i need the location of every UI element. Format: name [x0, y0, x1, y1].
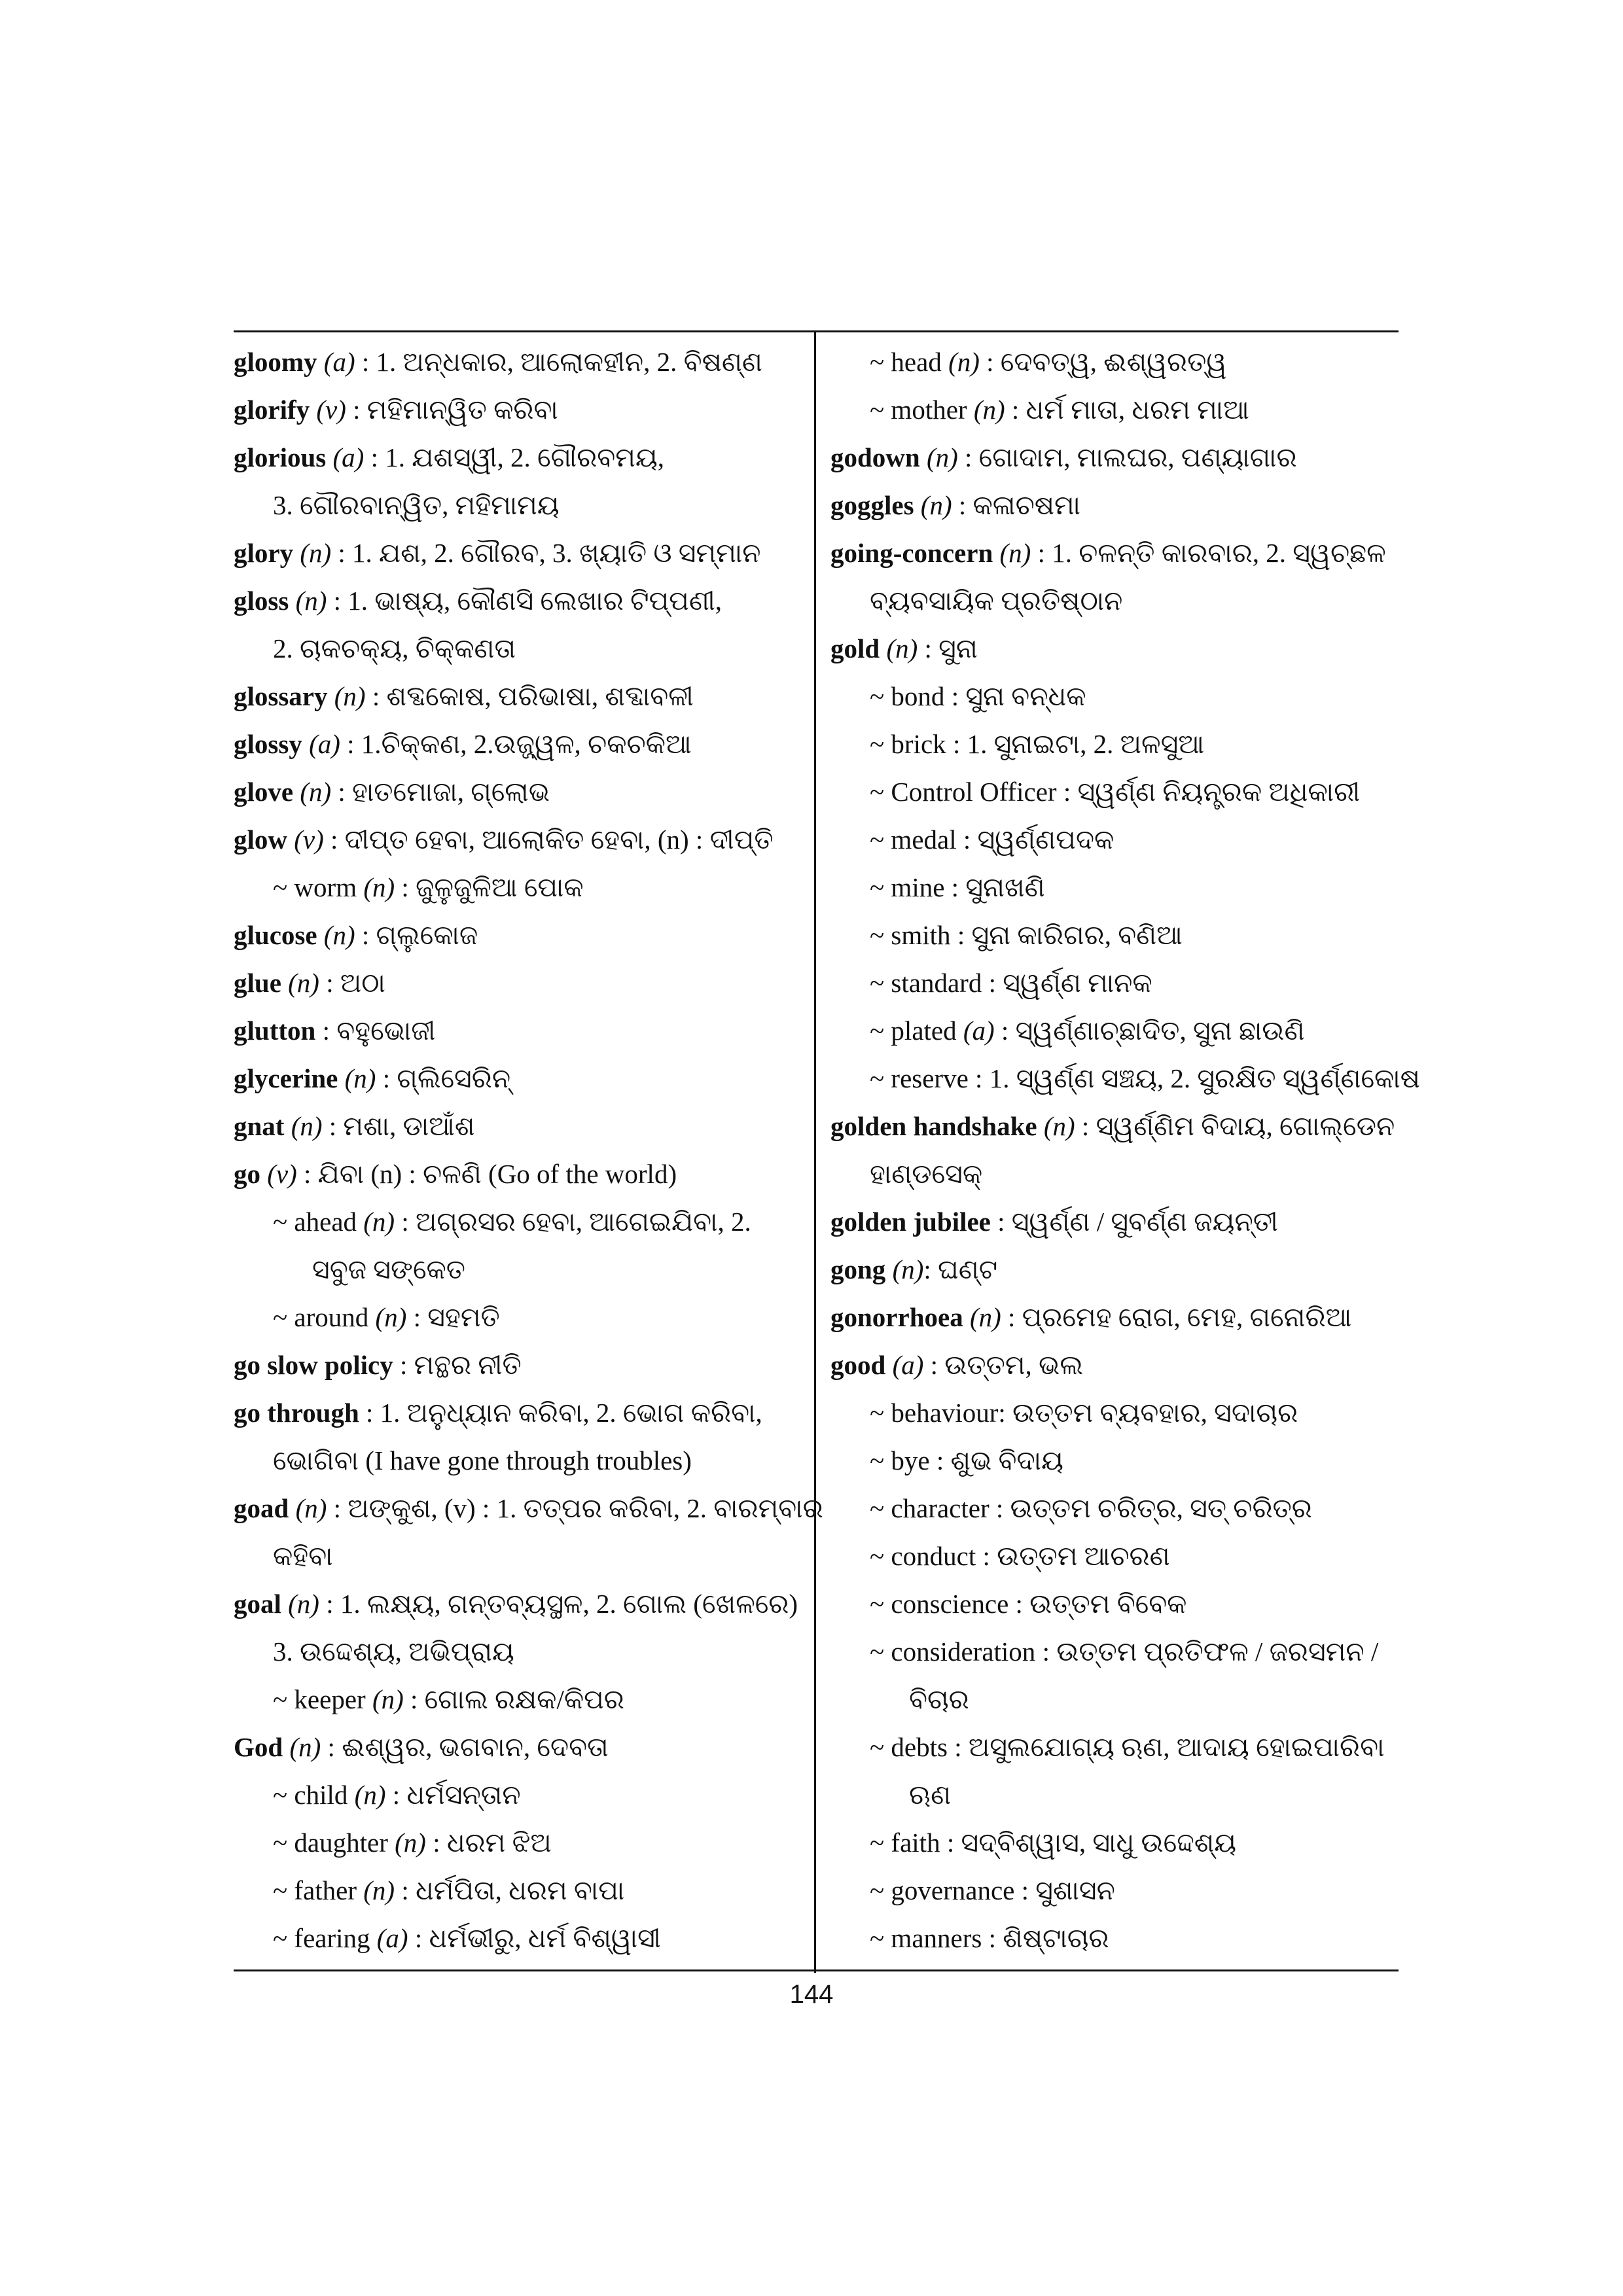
- dictionary-entry: [830, 1198, 1397, 1246]
- definition: : ଉତ୍ତମ, ଭଲ: [923, 1350, 1083, 1380]
- subentry-term: ~ behaviour: [870, 1398, 999, 1428]
- subentry: [830, 1389, 1397, 1437]
- dictionary-entry: [830, 1246, 1397, 1294]
- headword: good: [830, 1350, 886, 1380]
- subentry-term: ~ governance: [870, 1875, 1015, 1905]
- subentry-term: ~ brick: [870, 729, 946, 759]
- part-of-speech: (a): [376, 1923, 408, 1953]
- definition: : ସଦ୍‌ବିଶ୍ୱାସ, ସାଧୁ ଉଦ୍ଦେଶ୍ୟ: [940, 1828, 1237, 1858]
- dictionary-entry: [234, 959, 800, 1007]
- dictionary-entry: [234, 1055, 800, 1103]
- definition: : ସ୍ୱର୍ଣ୍ଣ ନିୟନ୍ତ୍ରକ ଅଧିକାରୀ: [1056, 777, 1361, 807]
- subentry-term: ~ Control Officer: [870, 777, 1057, 807]
- subentry-term: ~ keeper: [273, 1684, 366, 1714]
- headword: glycerine: [234, 1063, 338, 1093]
- subentry-term: ~ mother: [870, 395, 967, 425]
- subentry-term: ~ manners: [870, 1923, 982, 1953]
- subentry: [830, 1723, 1397, 1771]
- dictionary-entry: [234, 529, 800, 577]
- definition: : ଉତ୍ତମ ବିବେକ: [1008, 1589, 1187, 1619]
- definition: : ଉତ୍ତମ ବ୍ୟବହାର, ସଦାଚାର: [998, 1398, 1298, 1428]
- subentry: [234, 1771, 800, 1819]
- part-of-speech: (n): [295, 586, 327, 616]
- subentry: [234, 1819, 800, 1867]
- part-of-speech: (n): [999, 538, 1031, 568]
- dictionary-entry: [234, 434, 800, 482]
- dictionary-entry: [830, 434, 1397, 482]
- headword: glorious: [234, 442, 327, 472]
- subentry: [830, 1580, 1397, 1628]
- definition: : ସୁନା ବନ୍ଧକ: [944, 681, 1086, 711]
- part-of-speech: (n): [334, 681, 366, 711]
- subentry: [830, 1437, 1397, 1485]
- definition: : ହାତମୋଜା, ଗ୍ଲୋଭ: [331, 777, 550, 807]
- subentry: [830, 1532, 1397, 1580]
- part-of-speech: (n): [363, 872, 395, 902]
- subentry: [830, 386, 1397, 434]
- part-of-speech: (n): [300, 538, 332, 568]
- dictionary-page: [234, 330, 1420, 1973]
- part-of-speech: (n): [289, 1732, 321, 1762]
- left-column: [234, 338, 823, 1962]
- subentry-continuation: ଋଣ: [909, 1780, 952, 1810]
- subentry-term: ~ bond: [870, 681, 945, 711]
- part-of-speech: (n): [295, 1493, 327, 1523]
- definition: : ମଶା, ଡାଆଁଶ: [322, 1111, 475, 1141]
- dictionary-entry: [234, 386, 800, 434]
- subentry-term: ~ ahead: [273, 1207, 357, 1237]
- subentry: [234, 864, 800, 911]
- headword: glorify: [234, 395, 310, 425]
- definition: : ଦେବତ୍ୱ, ଈଶ୍ୱରତ୍ୱ: [979, 347, 1227, 377]
- definition: : ଅସୁଲଯୋଗ୍ୟ ଋଣ, ଆଦାୟ ହୋଇପାରିବା: [947, 1732, 1385, 1762]
- bottom-rule: [234, 1969, 1399, 1971]
- definition: : ସ୍ୱର୍ଣ୍ଣ / ସୁବର୍ଣ୍ଣ ଜୟନ୍ତୀ: [990, 1207, 1278, 1237]
- definition: : ସୁଶାସନ: [1014, 1875, 1115, 1905]
- definition: : 1. ସ୍ୱର୍ଣ୍ଣ ସଞ୍ଚୟ, 2. ସୁରକ୍ଷିତ ସ୍ୱର୍ଣ୍ଣକୋଷ: [968, 1063, 1420, 1093]
- definition: : କଳାଚଷମା: [952, 490, 1081, 520]
- dictionary-entry: [830, 1294, 1397, 1341]
- page-number: 144: [789, 1980, 834, 2009]
- part-of-speech: (a): [309, 729, 340, 759]
- dictionary-entry: [234, 1389, 800, 1437]
- part-of-speech: (n): [375, 1302, 407, 1332]
- part-of-speech: (a): [323, 347, 355, 377]
- subentry-term: ~ around: [273, 1302, 369, 1332]
- definition: : ମହିମାନ୍ୱିତ କରିବା: [346, 395, 558, 425]
- subentry: [830, 1007, 1397, 1055]
- part-of-speech: (n): [886, 633, 918, 663]
- subentry-term: ~ plated: [870, 1016, 957, 1046]
- part-of-speech: (n): [973, 395, 1005, 425]
- subentry: [830, 338, 1397, 386]
- dictionary-entry: [234, 1103, 800, 1150]
- part-of-speech: (n): [969, 1302, 1001, 1332]
- subentry: [234, 1676, 800, 1723]
- headword: glutton: [234, 1016, 316, 1046]
- subentry-continuation: ସବୁଜ ସଙ୍କେତ: [312, 1254, 466, 1284]
- dictionary-entry: [234, 577, 800, 625]
- dictionary-entry: [830, 529, 1397, 577]
- headword: gloomy: [234, 347, 317, 377]
- dictionary-entry: [234, 1341, 800, 1389]
- subentry-term: ~ fearing: [273, 1923, 370, 1953]
- definition: : ଧର୍ମ ମାତା, ଧରମ ମାଆ: [1005, 395, 1249, 425]
- subentry-term: ~ worm: [273, 872, 357, 902]
- subentry-term: ~ bye: [870, 1445, 930, 1475]
- subentry: [830, 673, 1397, 720]
- dictionary-entry: [234, 1723, 800, 1771]
- dictionary-entry: [830, 625, 1397, 673]
- definition: : ଅଗ୍ରସର ହେବା, ଆଗେଇଯିବା, 2.: [395, 1207, 751, 1237]
- subentry-term: ~ smith: [870, 920, 951, 950]
- headword: godown: [830, 442, 920, 472]
- headword: goggles: [830, 490, 914, 520]
- entry-continuation: 2. ଚାକଚକ୍ୟ, ଚିକ୍କଣତା: [273, 633, 516, 663]
- dictionary-entry: [234, 1007, 800, 1055]
- part-of-speech: (n): [288, 968, 319, 998]
- part-of-speech: (n): [291, 1111, 323, 1141]
- subentry: [234, 1867, 800, 1915]
- definition: : ଧର୍ମସନ୍ତାନ: [385, 1780, 521, 1810]
- subentry-term: ~ mine: [870, 872, 945, 902]
- headword: going-concern: [830, 538, 993, 568]
- headword: glucose: [234, 920, 317, 950]
- dictionary-entry: [234, 673, 800, 720]
- definition: : ପ୍ରମେହ ରୋଗ, ମେହ, ଗନୋରିଆ: [1001, 1302, 1352, 1332]
- subentry: [830, 959, 1397, 1007]
- definition: : ଧରମ ଝିଅ: [425, 1828, 552, 1858]
- definition: : 1. ଅନ୍ଧକାର, ଆଲୋକହୀନ, 2. ବିଷଣ୍ଣ: [355, 347, 762, 377]
- subentry: [830, 768, 1397, 816]
- headword: gong: [830, 1254, 886, 1284]
- part-of-speech: (n): [926, 442, 958, 472]
- subentry: [830, 1055, 1420, 1103]
- definition: : ସୁନା: [918, 633, 978, 663]
- part-of-speech: (n): [363, 1875, 395, 1905]
- dictionary-entry: [234, 911, 800, 959]
- definition: : ଦୀପ୍ତ ହେବା, ଆଲୋକିତ ହେବା, (n) : ଦୀପ୍ତି: [323, 824, 774, 855]
- subentry-term: ~ medal: [870, 824, 957, 855]
- subentry-term: ~ conscience: [870, 1589, 1009, 1619]
- headword: go: [234, 1159, 260, 1189]
- entry-continuation: ହାଣ୍ଡସେକ୍: [870, 1159, 983, 1189]
- subentry: [830, 1628, 1397, 1676]
- dictionary-entry: [234, 720, 800, 768]
- subentry-term: ~ daughter: [273, 1828, 388, 1858]
- part-of-speech: (n): [288, 1589, 319, 1619]
- definition: : ସୁନାଖଣି: [944, 872, 1045, 902]
- subentry-term: ~ reserve: [870, 1063, 969, 1093]
- dictionary-entry: [234, 768, 800, 816]
- entry-continuation: ବ୍ୟବସାୟିକ ପ୍ରତିଷ୍ଠାନ: [870, 586, 1123, 616]
- definition: : ଈଶ୍ୱର, ଭଗବାନ, ଦେବତା: [321, 1732, 609, 1762]
- definition: : ସହମତି: [406, 1302, 500, 1332]
- headword: golden handshake: [830, 1111, 1037, 1141]
- definition: : ସ୍ୱର୍ଣ୍ଣପଦକ: [956, 824, 1115, 855]
- part-of-speech: (n): [920, 490, 952, 520]
- definition: : ଉତ୍ତମ ଚରିତ୍ର, ସତ୍ ଚରିତ୍ର: [989, 1493, 1312, 1523]
- column-divider: [814, 330, 816, 1973]
- headword: gnat: [234, 1111, 285, 1141]
- headword: glory: [234, 538, 294, 568]
- definition: : 1. ଯଶ, 2. ଗୌରବ, 3. ଖ୍ୟାତି ଓ ସମ୍ମାନ: [331, 538, 761, 568]
- definition: : ଗ୍ଲିସେରିନ୍: [376, 1063, 511, 1093]
- definition: : 1. ଭାଷ୍ୟ, କୌଣସି ଲେଖାର ଟିପ୍ପଣୀ,: [327, 586, 722, 616]
- definition: : ବହୁଭୋଜୀ: [315, 1016, 436, 1046]
- headword: golden jubilee: [830, 1207, 991, 1237]
- definition: : ଅଠା: [319, 968, 385, 998]
- definition: : ଧର୍ମଭୀରୁ, ଧର୍ମ ବିଶ୍ୱାସୀ: [408, 1923, 661, 1953]
- dictionary-entry: [830, 482, 1397, 529]
- part-of-speech: (n): [300, 777, 332, 807]
- subentry: [234, 1294, 800, 1341]
- dictionary-entry: [234, 338, 800, 386]
- part-of-speech: (n): [395, 1828, 426, 1858]
- headword: God: [234, 1732, 283, 1762]
- headword: gonorrhoea: [830, 1302, 963, 1332]
- part-of-speech: (n): [323, 920, 355, 950]
- subentry-term: ~ character: [870, 1493, 990, 1523]
- entry-continuation: କହିବା: [273, 1541, 333, 1571]
- entry-continuation: 3. ଉଦ୍ଦେଶ୍ୟ, ଅଭିପ୍ରାୟ: [273, 1636, 514, 1667]
- headword: glove: [234, 777, 294, 807]
- headword: go slow policy: [234, 1350, 393, 1380]
- definition: : ଘଣ୍ଟ: [923, 1254, 998, 1284]
- headword: go through: [234, 1398, 359, 1428]
- definition: : 1.ଚିକ୍କଣ, 2.ଉଜ୍ଜ୍ୱଳ, ଚକଚକିଆ: [340, 729, 692, 759]
- definition: : 1. ଅନୁଧ୍ୟାନ କରିବା, 2. ଭୋଗ କରିବା,: [359, 1398, 762, 1428]
- part-of-speech: (a): [332, 442, 365, 472]
- definition: : ଶୁଭ ବିଦାୟ: [929, 1445, 1063, 1475]
- headword: glossy: [234, 729, 302, 759]
- part-of-speech: (n): [372, 1684, 404, 1714]
- subentry-term: ~ standard: [870, 968, 982, 998]
- subentry-term: ~ consideration: [870, 1636, 1036, 1667]
- definition: : 1. ଯଶସ୍ୱୀ, 2. ଗୌରବମୟ,: [364, 442, 665, 472]
- definition: : ଶବ୍ଦକୋଷ, ପରିଭାଷା, ଶବ୍ଦାବଳୀ: [365, 681, 694, 711]
- definition: : ଗ୍ଲୁକୋଜ: [355, 920, 478, 950]
- definition: : ଉତ୍ତମ ଆଚରଣ: [976, 1541, 1170, 1571]
- definition: : ସ୍ୱର୍ଣ୍ଣିମ ବିଦାୟ, ଗୋଲ୍ଡେନ: [1075, 1111, 1395, 1141]
- subentry-term: ~ faith: [870, 1828, 940, 1858]
- subentry: [830, 1867, 1397, 1915]
- subentry: [830, 864, 1397, 911]
- dictionary-entry: [234, 816, 800, 864]
- part-of-speech: (a): [892, 1350, 924, 1380]
- definition: : 1. ଲକ୍ଷ୍ୟ, ଗନ୍ତବ୍ୟସ୍ଥଳ, 2. ଗୋଲ (ଖେଳରେ): [319, 1589, 798, 1619]
- subentry: [830, 720, 1397, 768]
- definition: : ଶିଷ୍ଟାଚାର: [982, 1923, 1109, 1953]
- definition: : ଉତ୍ତମ ପ୍ରତିଫଳ / ଜରସମନ /: [1035, 1636, 1379, 1667]
- subentry-term: ~ head: [870, 347, 942, 377]
- part-of-speech: (v): [294, 824, 324, 855]
- definition: : 1. ସୁନାଇଟା, 2. ଅଳସୁଆ: [946, 729, 1205, 759]
- subentry: [830, 1485, 1397, 1532]
- dictionary-entry: [234, 1580, 800, 1628]
- headword: glue: [234, 968, 281, 998]
- definition: : ଧର୍ମପିତା, ଧରମ ବାପା: [395, 1875, 625, 1905]
- part-of-speech: (n): [354, 1780, 386, 1810]
- definition: : ସ୍ୱର୍ଣ୍ଣାଚ୍ଛାଦିତ, ସୁନା ଛାଉଣି: [994, 1016, 1305, 1046]
- subentry: [234, 1198, 800, 1246]
- definition: : ମନ୍ଥର ନୀତି: [393, 1350, 522, 1380]
- top-rule: [234, 330, 1399, 332]
- part-of-speech: (n): [948, 347, 980, 377]
- definition: : ଯିବା (n) : ଚଳଣି (Go of the world): [296, 1159, 677, 1189]
- part-of-speech: (n): [892, 1254, 924, 1284]
- definition: : ଜୁଳୁଜୁଳିଆ ପୋକ: [395, 872, 584, 902]
- subentry: [234, 1915, 800, 1962]
- definition: : 1. ଚଳନ୍ତି କାରବାର, 2. ସ୍ୱଚ୍ଛଳ: [1031, 538, 1386, 568]
- headword: goal: [234, 1589, 281, 1619]
- dictionary-entry: [830, 1103, 1397, 1150]
- entry-continuation: 3. ଗୌରବାନ୍ୱିତ, ମହିମାମୟ: [273, 490, 560, 520]
- headword: glow: [234, 824, 287, 855]
- subentry: [830, 1915, 1397, 1962]
- subentry: [830, 1819, 1397, 1867]
- definition: : ଗୋଲ ରକ୍ଷକ/କିପର: [403, 1684, 624, 1714]
- part-of-speech: (n): [344, 1063, 376, 1093]
- definition: : ସ୍ୱର୍ଣ୍ଣ ମାନକ: [982, 968, 1152, 998]
- subentry: [830, 816, 1397, 864]
- subentry: [830, 911, 1397, 959]
- dictionary-entry: [830, 1341, 1397, 1389]
- definition: : ଅଙ୍କୁଶ, (v) : 1. ତତ୍ପର କରିବା, 2. ବାରମ୍ବାର: [327, 1493, 823, 1523]
- definition: : ଗୋଦାମ, ମାଲଘର, ପଣ୍ୟାଗାର: [957, 442, 1297, 472]
- dictionary-entry: [234, 1485, 823, 1532]
- headword: goad: [234, 1493, 289, 1523]
- part-of-speech: (n): [1043, 1111, 1075, 1141]
- subentry-term: ~ debts: [870, 1732, 948, 1762]
- part-of-speech: (n): [363, 1207, 395, 1237]
- subentry-term: ~ father: [273, 1875, 357, 1905]
- headword: glossary: [234, 681, 328, 711]
- dictionary-entry: [234, 1150, 800, 1198]
- part-of-speech: (v): [316, 395, 346, 425]
- subentry-term: ~ child: [273, 1780, 348, 1810]
- subentry-continuation: ବିଚାର: [909, 1684, 969, 1714]
- definition: : ସୁନା କାରିଗର, ବଣିଆ: [950, 920, 1183, 950]
- headword: gloss: [234, 586, 289, 616]
- part-of-speech: (v): [267, 1159, 297, 1189]
- subentry-term: ~ conduct: [870, 1541, 976, 1571]
- headword: gold: [830, 633, 880, 663]
- right-column: [830, 338, 1420, 1962]
- part-of-speech: (a): [963, 1016, 995, 1046]
- entry-continuation: ଭୋଗିବା (I have gone through troubles): [273, 1445, 692, 1475]
